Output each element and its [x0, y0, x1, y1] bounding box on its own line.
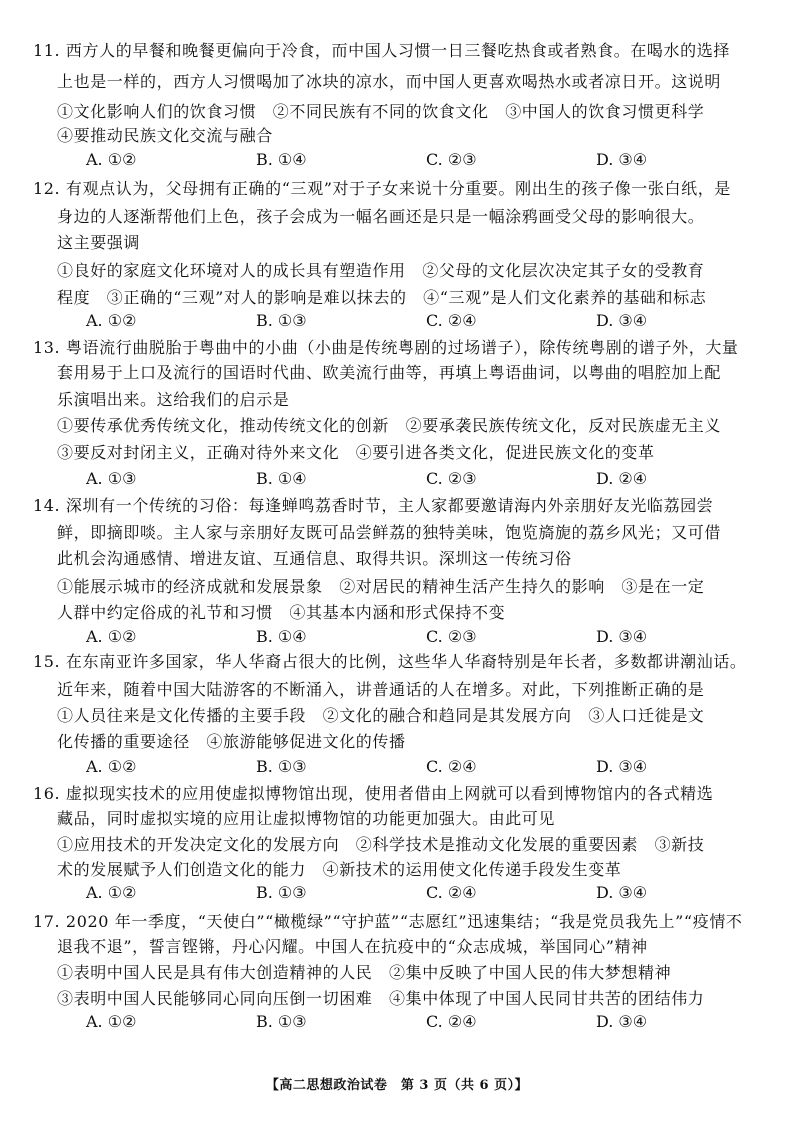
question-16-choices-line: 术的发展赋予人们创造文化的能力 ④新技术的运用使文化传递手段发生变革 — [57, 860, 622, 879]
option-b: B. ①④ — [256, 150, 307, 169]
question-15-stem-line: 15. 在东南亚许多国家，华人华裔占很大的比例，这些华人华裔特别是年长者，多数都讲潮汕话。 — [33, 652, 747, 671]
question-14-choices-line: ①能展示城市的经济成就和发展景象 ②对居民的精神生活产生持久的影响 ③是在一定 — [57, 577, 705, 596]
option-b: B. ①④ — [256, 469, 307, 488]
question-12-choices-line: 程度 ③正确的“三观”对人的影响是难以抹去的 ④“三观”是人们文化素养的基础和标志 — [57, 288, 707, 307]
question-15-choices-line: ①人员往来是文化传播的主要手段 ②文化的融合和趋同是其发展方向 ③人口迁徙是文 — [57, 706, 705, 725]
question-17-choices-line: ①表明中国人民是具有伟大创造精神的人民 ②集中反映了中国人民的伟大梦想精神 — [57, 963, 672, 982]
question-11-choices-line: ④要推动民族文化交流与融合 — [57, 126, 273, 145]
question-15-stem-line: 近年来，随着中国大陆游客的不断涌入，讲普通话的人在增多。对此，下列推断正确的是 — [57, 680, 705, 699]
question-16-stem-line: 藏品，同时虚拟实境的应用让虚拟博物馆的功能更加强大。由此可见 — [57, 809, 556, 828]
question-11-stem-line: 11. 西方人的早餐和晚餐更偏向于冷食，而中国人习惯一日三餐吃热食或者熟食。在喝水的选择 — [33, 41, 730, 60]
option-a: A. ①② — [86, 1012, 137, 1031]
option-d: D. ③④ — [596, 1012, 648, 1031]
option-c: C. ②④ — [426, 757, 477, 776]
option-a: A. ①③ — [86, 469, 137, 488]
option-c: C. ②④ — [426, 311, 477, 330]
question-17-stem-line: 17. 2020 年一季度，“天使白”“橄榄绿”“守护蓝”“志愿红”迅速集结；“我是党员我先上”“疫情不 — [33, 912, 743, 931]
question-17-stem-line: 退我不退”，誓言铿锵，丹心闪耀。中国人在抗疫中的“众志成城，举国同心”精神 — [57, 937, 648, 956]
option-d: D. ③④ — [596, 311, 648, 330]
option-a: A. ①② — [86, 150, 137, 169]
question-14-stem-line: 14. 深圳有一个传统的习俗：每逢蝉鸣荔香时节，主人家都要邀请海内外亲朋好友光临荔园尝 — [33, 496, 714, 515]
question-16-stem-line: 16. 虚拟现实技术的应用使虚拟博物馆出现，使用者借由上网就可以看到博物馆内的各式精选 — [33, 784, 714, 803]
question-14-options — [0, 626, 794, 648]
question-17-options — [0, 1011, 794, 1033]
option-b: B. ①③ — [256, 1012, 307, 1031]
question-11-stem-line: 上也是一样的，西方人习惯喝加了冰块的凉水，而中国人更喜欢喝热水或者凉日开。这说明 — [57, 72, 722, 91]
question-14-stem-line: 此机会沟通感情、增进友谊、互通信息、取得共识。深圳这一传统习俗 — [57, 549, 572, 568]
option-c: C. ②③ — [426, 469, 477, 488]
option-b: B. ①③ — [256, 757, 307, 776]
option-b: B. ①③ — [256, 883, 307, 902]
option-c: C. ②③ — [426, 150, 477, 169]
question-13-stem-line: 13. 粤语流行曲脱胎于粤曲中的小曲（小曲是传统粤剧的过场谱子），除传统粤剧的谱子外，大量 — [33, 338, 739, 357]
option-a: A. ①② — [86, 757, 137, 776]
option-d: D. ②④ — [596, 469, 648, 488]
question-13-choices-line: ③要反对封闭主义，正确对待外来文化 ④要引进各类文化，促进民族文化的变革 — [57, 443, 655, 462]
option-c: C. ②④ — [426, 883, 477, 902]
question-14-stem-line: 鲜，即摘即啖。主人家与亲朋好友既可品尝鲜荔的独特美味，饱览旖旎的荔乡风光；又可借 — [57, 523, 722, 542]
question-16-choices-line: ①应用技术的开发决定文化的发展方向 ②科学技术是推动文化发展的重要因素 ③新技 — [57, 835, 705, 854]
question-12-options — [0, 310, 794, 332]
question-15-choices-line: 化传播的重要途径 ④旅游能够促进文化的传播 — [57, 732, 406, 751]
question-12-stem-line: 12. 有观点认为，父母拥有正确的“三观”对于子女来说十分重要。刚出生的孩子像一张白纸，是 — [33, 179, 731, 198]
option-a: A. ①② — [86, 883, 137, 902]
option-d: D. ③④ — [596, 627, 648, 646]
option-c: C. ②③ — [426, 627, 477, 646]
question-13-stem-line: 乐演唱出来。这给我们的启示是 — [57, 390, 290, 409]
question-17-choices-line: ③表明中国人民能够同心同向压倒一切困难 ④集中体现了中国人民同甘共苦的团结伟力 — [57, 989, 705, 1008]
question-13-options — [0, 468, 794, 490]
option-d: D. ③④ — [596, 883, 648, 902]
option-d: D. ③④ — [596, 150, 648, 169]
question-16-options — [0, 882, 794, 904]
option-b: B. ①③ — [256, 311, 307, 330]
question-12-stem-line: 这主要强调 — [57, 233, 141, 252]
option-a: A. ①② — [86, 311, 137, 330]
question-15-options — [0, 756, 794, 778]
option-a: A. ①② — [86, 627, 137, 646]
question-13-choices-line: ①要传承优秀传统文化，推动传统文化的创新 ②要承袭民族传统文化，反对民族虚无主义 — [57, 416, 722, 435]
option-b: B. ①④ — [256, 627, 307, 646]
option-d: D. ③④ — [596, 757, 648, 776]
page-footer: 【高二思想政治试卷 第 3 页（共 6 页）】 — [265, 1078, 529, 1093]
option-c: C. ②④ — [426, 1012, 477, 1031]
question-12-choices-line: ①良好的家庭文化环境对人的成长具有塑造作用 ②父母的文化层次决定其子女的受教育 — [57, 261, 705, 280]
question-12-stem-line: 身边的人逐渐帮他们上色，孩子会成为一幅名画还是只是一幅涂鸦画受父母的影响很大。 — [57, 207, 705, 226]
question-11-choices-line: ①文化影响人们的饮食习惯 ②不同民族有不同的饮食文化 ③中国人的饮食习惯更科学 — [57, 102, 705, 121]
question-14-choices-line: 人群中约定俗成的礼节和习惯 ④其基本内涵和形式保持不变 — [57, 603, 506, 622]
question-13-stem-line: 套用易于上口及流行的国语时代曲、欧美流行曲等，再填上粤语曲词，以粤曲的唱腔加上配 — [57, 363, 722, 382]
question-11-options — [0, 149, 794, 171]
